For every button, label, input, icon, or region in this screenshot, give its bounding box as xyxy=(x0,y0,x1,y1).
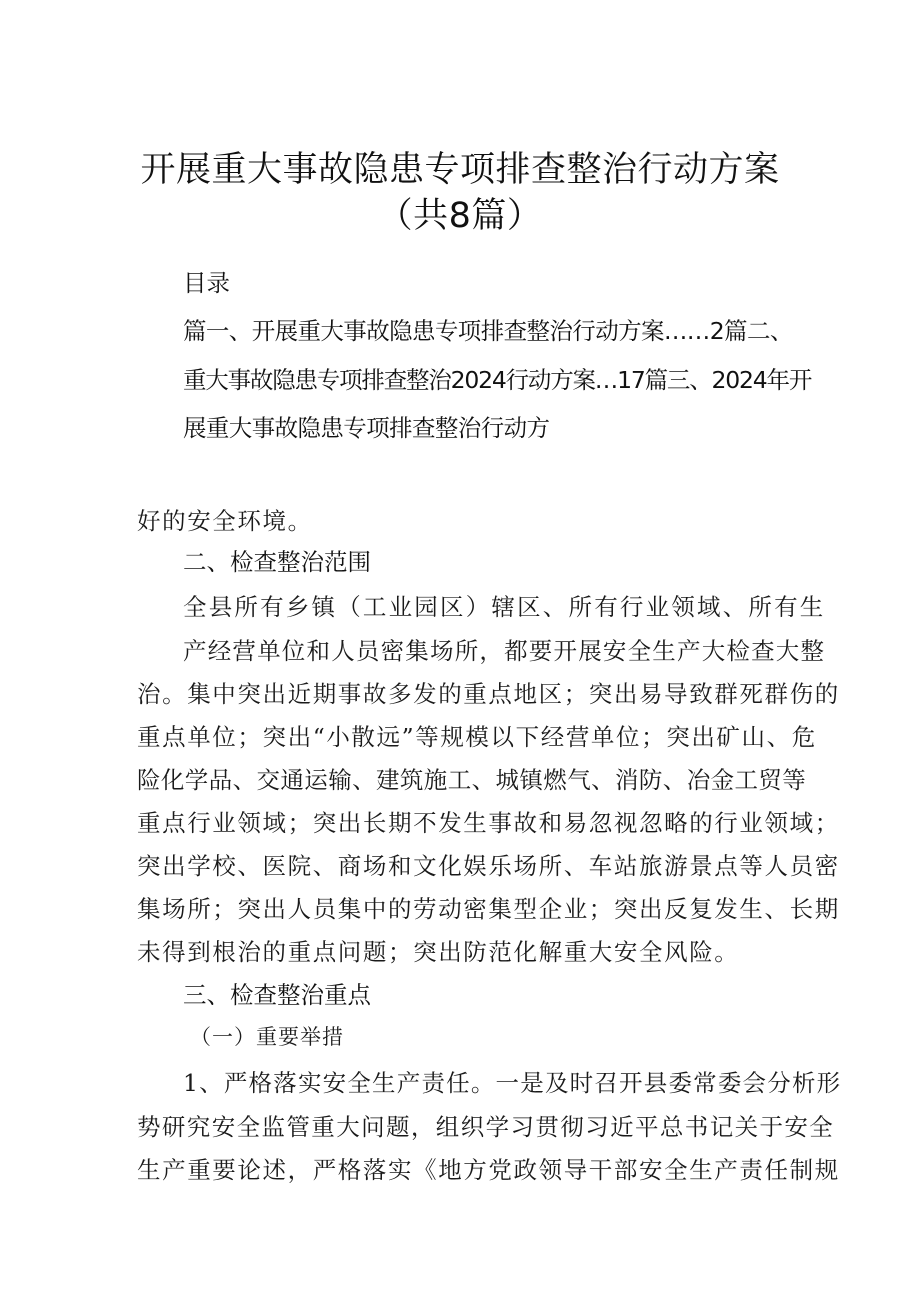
section-heading: 三、检查整治重点 xyxy=(183,981,371,1009)
toc-line: 重大事故隐患专项排查整治2024行动方案…17篇三、2024年开 xyxy=(183,366,812,394)
document-title: 开展重大事故隐患专项排查整治行动方案 xyxy=(140,150,780,190)
document-title-count: （共8篇） xyxy=(377,196,543,236)
paragraph-line: 产经营单位和人员密集场所，都要开展安全生产大检查大整 xyxy=(183,637,826,665)
paragraph-line: 生产重要论述，严格落实《地方党政领导干部安全生产责任制规 xyxy=(137,1156,840,1184)
paragraph-line: 治。集中突出近期事故多发的重点地区；突出易导致群死群伤的 xyxy=(137,680,840,708)
subsection-heading: （一）重要举措 xyxy=(190,1025,344,1049)
paragraph-line: 未得到根治的重点问题；突出防范化解重大安全风险。 xyxy=(137,938,740,966)
paragraph-line: 重点行业领域；突出长期不发生事故和易忽视忽略的行业领域； xyxy=(137,809,840,837)
toc-line: 篇一、开展重大事故隐患专项排查整治行动方案……2篇二、 xyxy=(183,317,793,345)
toc-line: 展重大事故隐患专项排查整治行动方 xyxy=(183,414,550,442)
paragraph-line: 突出学校、医院、商场和文化娱乐场所、车站旅游景点等人员密 xyxy=(137,852,840,880)
paragraph-line: 险化学品、交通运输、建筑施工、城镇燃气、消防、冶金工贸等 xyxy=(137,766,807,794)
paragraph-line: 1、严格落实安全生产责任。一是及时召开县委常委会分析形 xyxy=(183,1069,842,1097)
paragraph-line: 全县所有乡镇（工业园区）辖区、所有行业领域、所有生 xyxy=(183,593,826,621)
paragraph-line: 集场所；突出人员集中的劳动密集型企业；突出反复发生、长期 xyxy=(137,895,840,923)
paragraph-fragment: 好的安全环境。 xyxy=(137,507,313,535)
section-heading: 二、检查整治范围 xyxy=(183,548,371,576)
paragraph-line: 势研究安全监管重大问题，组织学习贯彻习近平总书记关于安全 xyxy=(137,1113,835,1141)
paragraph-line: 重点单位；突出“小散远”等规模以下经营单位；突出矿山、危 xyxy=(137,723,817,751)
toc-heading: 目录 xyxy=(183,269,230,297)
